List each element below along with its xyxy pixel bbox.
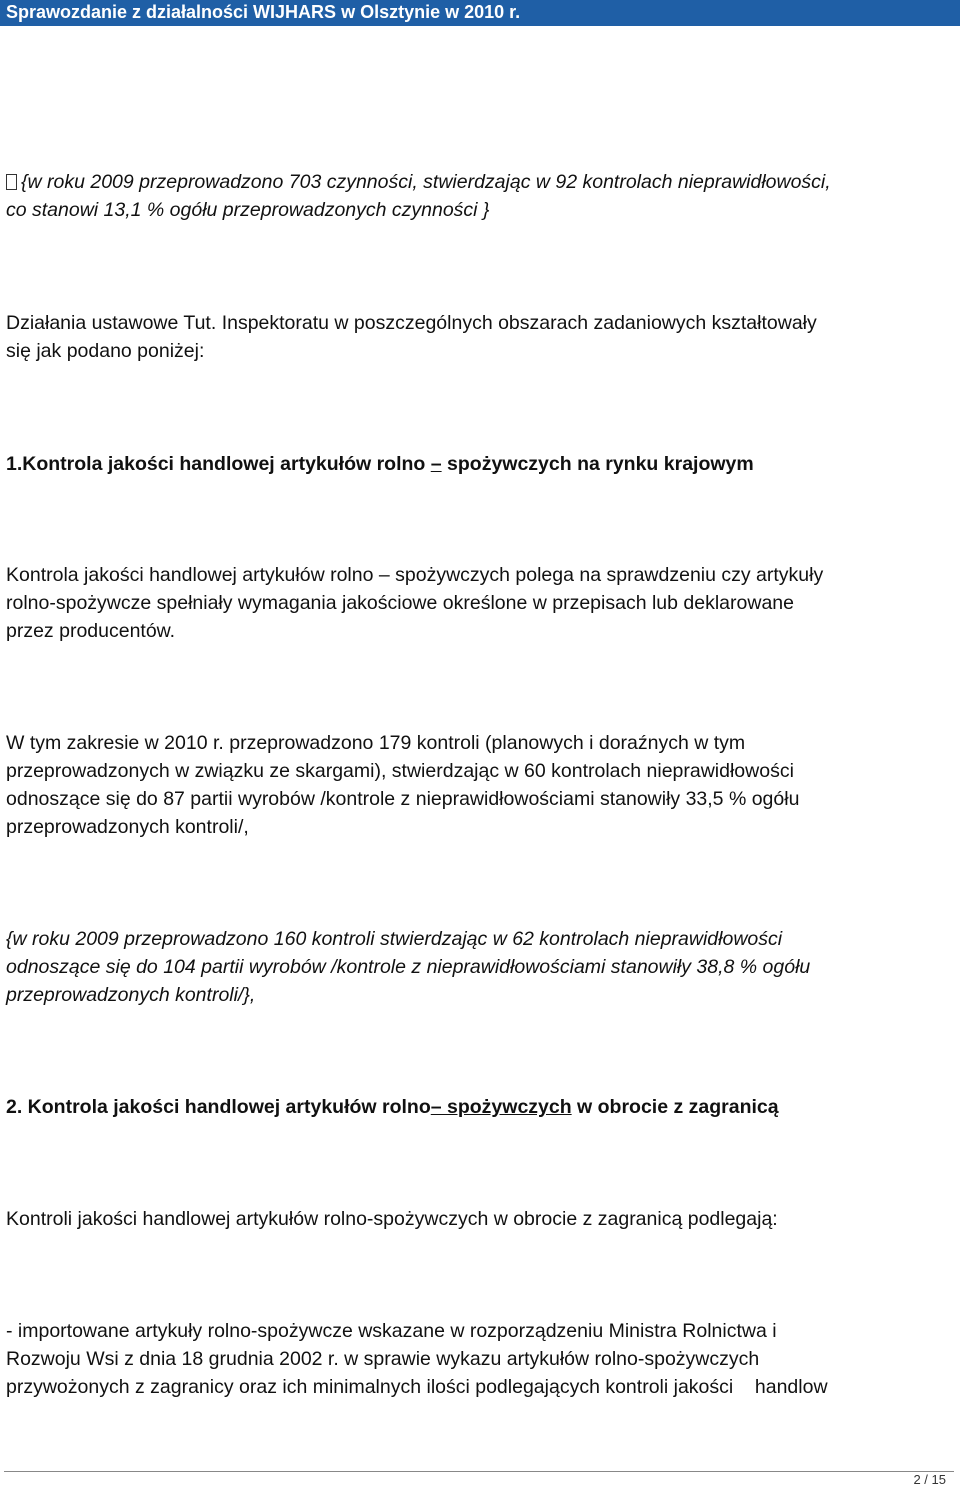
paragraph-line: {w roku 2009 przeprowadzono 703 czynności, stwierdzając w 92 kontrolach nieprawidłowości, [6, 168, 956, 196]
paragraph-line: przywożonych z zagranicy oraz ich minimalnych ilości podlegających kontroli jakości handlow [6, 1376, 828, 1398]
document-header [0, 0, 960, 26]
paragraph-line: się jak podano poniżej: [6, 340, 205, 362]
paragraph-line: przeprowadzonych w związku ze skargami), stwierdzając w 60 kontrolach nieprawidłowości [6, 760, 794, 782]
paragraph-line: {w roku 2009 przeprowadzono 160 kontroli stwierdzając w 62 kontrolach nieprawidłowości [6, 928, 783, 950]
paragraph-foreign-trade-scope [6, 1205, 956, 1233]
page-number: 2 / 15 [913, 1472, 946, 1487]
paragraph-2010-results [6, 729, 956, 841]
paragraph-2009-activities [6, 168, 956, 224]
paragraph-quality-control-definition [6, 561, 956, 645]
paragraph-line: rolno-spożywcze spełniały wymagania jakościowe określone w przepisach lub deklarowane [6, 592, 794, 614]
paragraph-line: Kontroli jakości handlowej artykułów rolno-spożywczych w obrocie z zagranicą podlegają: [6, 1208, 778, 1230]
paragraph-line: Rozwoju Wsi z dnia 18 grudnia 2002 r. w sprawie wykazu artykułów rolno-spożywczych [6, 1348, 760, 1370]
paragraph-imported-products [6, 1317, 956, 1401]
paragraph-line: odnoszące się do 104 partii wyrobów /kontrole z nieprawidłowościami stanowiły 38,8 % ogółu [6, 956, 811, 978]
paragraph-statutory-activities [6, 309, 956, 365]
footer-divider [4, 1471, 954, 1472]
paragraph-2009-results [6, 925, 956, 1009]
heading-text: 2. Kontrola jakości handlowej artykułów rolno [6, 1096, 431, 1118]
heading-text: 1.Kontrola jakości handlowej artykułów rolno [6, 453, 431, 475]
paragraph-line: W tym zakresie w 2010 r. przeprowadzono 179 kontroli (planowych i doraźnych w tym [6, 732, 746, 754]
paragraph-line: Kontrola jakości handlowej artykułów rolno – spożywczych polega na sprawdzeniu czy artykuły [6, 564, 824, 586]
document-title: Sprawozdanie z działalności WIJHARS w Olsztynie w 2010 r. [6, 2, 521, 22]
paragraph-line: przeprowadzonych kontroli/, [6, 816, 249, 838]
heading-underlined-text: – spożywczych [430, 1096, 572, 1118]
paragraph-line: - importowane artykuły rolno-spożywcze wskazane w rozporządzeniu Ministra Rolnictwa i [6, 1320, 777, 1342]
heading-dash: – [430, 453, 442, 475]
section-heading-2 [6, 1093, 956, 1121]
paragraph-line: odnoszące się do 87 partii wyrobów /kontrole z nieprawidłowościami stanowiły 33,5 % ogółu [6, 788, 800, 810]
heading-text: w obrocie z zagranicą [571, 1096, 779, 1118]
paragraph-line: przez producentów. [6, 620, 176, 642]
paragraph-line: Działania ustawowe Tut. Inspektoratu w poszczególnych obszarach zadaniowych kształtowały [6, 312, 817, 334]
section-heading-1 [6, 450, 956, 478]
paragraph-line: co stanowi 13,1 % ogółu przeprowadzonych czynności } [6, 199, 490, 221]
heading-text: spożywczych na rynku krajowym [441, 453, 754, 475]
missing-glyph-icon [6, 174, 17, 190]
paragraph-line: przeprowadzonych kontroli/}, [6, 984, 256, 1006]
